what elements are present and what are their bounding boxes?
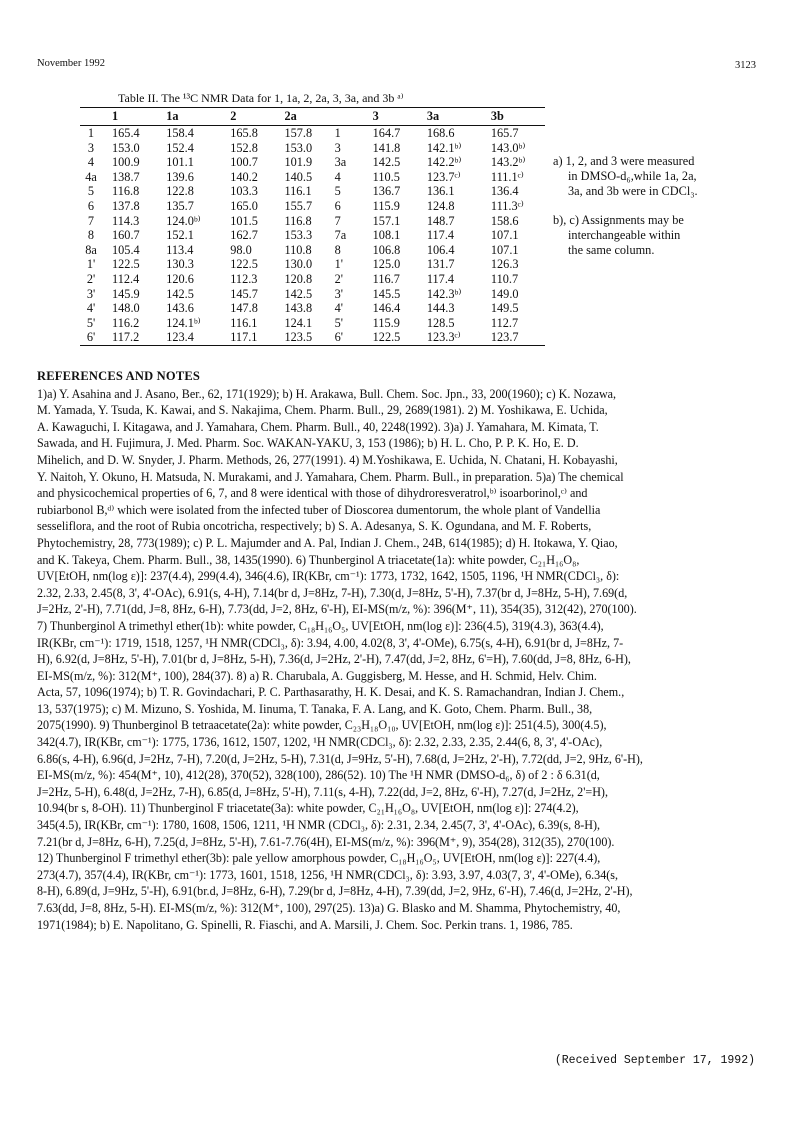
shift-cell: 114.3 — [112, 213, 140, 228]
position-cell: 7a — [334, 228, 347, 243]
reference-line: 2.32, 2.33, 2.45(8, 3', 4'-OAc), 6.91(s, 4-H), 7.14(br d, J=8Hz, 7-H), 7.30(d, J=8Hz, 5'-H), 7.37(br d, J=8Hz, 5-H), 7.69(d, — [37, 585, 628, 600]
shift-cell: 142.5 — [372, 155, 401, 170]
position-cell: 5' — [334, 315, 344, 330]
reference-line: EI-MS(m/z, %): 312(M⁺, 100), 284(37). 8) a) R. Charubala, A. Guggisberg, M. Hesse, and H. Schmid, Helv. Chim. — [37, 668, 597, 683]
shift-cell: 122.8 — [166, 184, 194, 199]
shift-cell: 136.1 — [426, 184, 455, 199]
shift-cell: 124.8 — [426, 198, 455, 213]
shift-cell: 143.0ᵇ⁾ — [490, 140, 526, 155]
shift-cell: 101.5 — [230, 213, 258, 228]
shift-cell: 101.1 — [166, 155, 194, 170]
position-cell: 6 — [334, 198, 341, 213]
shift-cell: 143.2ᵇ⁾ — [490, 155, 526, 170]
shift-cell: 123.7 — [481, 330, 545, 345]
shift-cell: 152.4 — [166, 140, 194, 155]
position-cell: 6' — [329, 330, 363, 345]
table-footnotes — [553, 154, 768, 272]
position-cell: 7 — [334, 213, 341, 228]
received-date: (Received September 17, 1992) — [554, 1054, 755, 1067]
position-cell: 5' — [86, 315, 96, 330]
position-cell: 3 — [87, 140, 95, 155]
reference-line: Mihelich, and D. W. Snyder, J. Pharm. Methods, 26, 277(1991). 4) M.Yoshikawa, E. Uchida, N. Chatani, H. Kobayashi, — [37, 452, 618, 467]
shift-cell: 162.7 — [230, 228, 258, 243]
page-number: 3123 — [735, 60, 756, 71]
table-row — [80, 330, 545, 345]
shift-cell: 142.1ᵇ⁾ — [426, 140, 462, 155]
nmr-table — [80, 107, 545, 346]
reference-line: 345(4.5), IR(KBr, cm⁻¹): 1780, 1608, 1506, 1211, ¹H NMR (CDCl₃, δ): 2.31, 2.34, 2.45(7, 3', 4'-OAc), 6.39(s, 8-H), — [37, 818, 601, 833]
shift-cell: 122.5 — [230, 257, 258, 272]
footnote-line: b), c) Assignments may be — [553, 213, 684, 227]
shift-cell: 112.7 — [490, 315, 519, 330]
shift-cell: 153.0 — [284, 140, 313, 155]
shift-cell: 116.7 — [372, 271, 400, 286]
page-header — [37, 58, 756, 74]
shift-cell: 116.8 — [284, 213, 312, 228]
shift-cell: 136.4 — [490, 184, 519, 199]
shift-cell: 145.7 — [230, 286, 258, 301]
shift-cell: 122.5 — [112, 257, 140, 272]
table-row — [80, 301, 545, 316]
footnote-line: a) 1, 2, and 3 were measured — [553, 154, 695, 168]
shift-cell: 124.1 — [284, 315, 313, 330]
reference-line: 342(4.7), IR(KBr, cm⁻¹): 1775, 1736, 1612, 1507, 1202, ¹H NMR(CDCl₃, δ): 2.32, 2.33, 2.35, 2.44(6, 8, 3', 4'-OAc), — [37, 735, 603, 750]
shift-cell: 124.0ᵇ⁾ — [166, 213, 201, 228]
shift-cell: 111.3ᶜ⁾ — [490, 198, 524, 213]
position-cell: 1 — [87, 126, 95, 140]
position-cell: 2' — [86, 271, 96, 286]
table-row — [80, 155, 545, 170]
shift-cell: 123.5 — [274, 330, 328, 345]
shift-cell: 120.8 — [284, 271, 313, 286]
shift-cell: 123.3ᶜ⁾ — [417, 330, 481, 345]
shift-cell: 152.8 — [230, 140, 258, 155]
shift-cell: 153.0 — [112, 140, 140, 155]
shift-cell: 110.5 — [372, 169, 400, 184]
shift-cell: 116.8 — [112, 184, 140, 199]
shift-cell: 165.0 — [230, 198, 258, 213]
shift-cell: 107.1 — [490, 228, 519, 243]
table-row — [80, 243, 545, 258]
shift-cell: 122.5 — [363, 330, 417, 345]
position-cell: 5 — [87, 184, 95, 199]
footnote-line: in DMSO-d₆,while 1a, 2a, — [568, 169, 697, 183]
position-cell: 3' — [86, 286, 96, 301]
shift-cell: 160.7 — [112, 228, 140, 243]
shift-cell: 155.7 — [284, 198, 313, 213]
shift-cell: 112.3 — [230, 271, 258, 286]
shift-cell: 124.1ᵇ⁾ — [166, 315, 201, 330]
reference-line: rubiarbonol B,ᵈ⁾ which were isolated from the infected tuber of Dioscorea dumentorum, the whole plant of Vandellia — [37, 502, 601, 517]
reference-line: M. Yamada, Y. Tsuda, K. Kawai, and S. Nakajima, Chem. Pharm. Bull., 29, 2689(1981). 2) M. Yoshikawa, E. Uchida, — [37, 403, 608, 418]
position-cell: 8 — [334, 242, 341, 257]
reference-line: 2075(1990). 9) Thunberginol B tetraacetate(2a): white powder, C₂₃H₁₈O₁₀, UV[EtOH, nm(log ε)]: 251(4.5), 300(4.5), — [37, 718, 607, 733]
shift-cell: 148.0 — [112, 301, 140, 316]
shift-cell: 117.4 — [426, 271, 455, 286]
shift-cell: 116.1 — [230, 315, 258, 330]
nmr-table-block — [80, 89, 555, 346]
shift-cell: 106.8 — [372, 242, 401, 257]
shift-cell: 112.4 — [112, 271, 140, 286]
shift-cell: 117.1 — [220, 330, 274, 345]
position-cell: 4 — [334, 169, 341, 184]
shift-cell: 165.8 — [230, 126, 258, 140]
position-cell: 6 — [87, 198, 95, 213]
table-row — [80, 170, 545, 185]
position-cell: 4' — [86, 301, 96, 316]
table-row — [80, 257, 545, 272]
shift-cell: 168.6 — [426, 126, 455, 140]
position-cell: 7 — [87, 213, 95, 228]
position-cell: 3 — [334, 140, 341, 155]
shift-cell: 153.3 — [284, 228, 313, 243]
position-cell: 5 — [334, 184, 341, 199]
shift-cell: 131.7 — [426, 257, 455, 272]
shift-cell: 98.0 — [230, 242, 252, 257]
references-body — [37, 386, 755, 934]
header-cell: 2 — [220, 108, 274, 126]
shift-cell: 141.8 — [372, 140, 401, 155]
header-cell: 1a — [156, 108, 220, 126]
header-cell: 3 — [363, 108, 417, 126]
shift-cell: 100.9 — [112, 155, 140, 170]
shift-cell: 106.4 — [426, 242, 455, 257]
shift-cell: 107.1 — [490, 242, 519, 257]
shift-cell: 111.1ᶜ⁾ — [490, 169, 524, 184]
position-cell: 1' — [86, 257, 96, 272]
shift-cell: 152.1 — [166, 228, 194, 243]
position-cell: 8 — [87, 228, 95, 243]
position-cell: 4' — [334, 301, 344, 316]
reference-line: IR(KBr, cm⁻¹): 1719, 1518, 1257, ¹H NMR(CDCl₃, δ): 3.94, 4.00, 4.02(8, 3', 4'-OMe), 6.75(s, 4-H), 6.91(br d, J=8Hz, 7- — [37, 635, 624, 650]
shift-cell: 145.9 — [112, 286, 140, 301]
header-cell: 3b — [481, 108, 545, 126]
table-row — [80, 141, 545, 156]
shift-cell: 126.3 — [490, 257, 519, 272]
table-caption: Table II. The ¹³C NMR Data for 1, 1a, 2, 2a, 3, 3a, and 3b ᵃ⁾ — [118, 91, 404, 105]
reference-line: J=2Hz, 5-H), 6.48(d, J=2Hz, 7-H), 6.85(d, J=8Hz, 5'-H), 7.11(s, 4-H), 7.22(dd, J=2, 8Hz, 6'-H), 7.27(d, J=2Hz, 2'=H), — [37, 784, 608, 799]
shift-cell: 135.7 — [166, 198, 194, 213]
footnote-line: the same column. — [568, 243, 655, 257]
reference-line: 7.63(dd, J=8, 8Hz, 5-H). EI-MS(m/z, %): 312(M⁺, 100), 297(25). 13)a) G. Blasko and M. Shamma, Phytochemistry, 40, — [37, 901, 621, 915]
reference-line: 8-H), 6.89(d, J=9Hz, 5'-H), 6.91(br.d, J=8Hz, 6-H), 7.29(br d, J=8Hz, 4-H), 7.39(dd, J=2, 9Hz, 6'-H), 7.46(d, J=2Hz, 2'-H), — [37, 884, 633, 899]
header-cell: 3a — [417, 108, 481, 126]
table-body — [80, 126, 545, 346]
reference-line: A. Kawaguchi, I. Kitagawa, and J. Yamahara, Chem. Pharm. Bull., 40, 2248(1992). 3)a) J. Yamahara, M. Kimata, T. — [37, 419, 599, 434]
shift-cell: 110.8 — [284, 242, 312, 257]
shift-cell: 158.6 — [490, 213, 519, 228]
shift-cell: 123.4 — [156, 330, 220, 345]
shift-cell: 136.7 — [372, 184, 401, 199]
shift-cell: 117.4 — [426, 228, 455, 243]
shift-cell: 165.7 — [490, 126, 519, 140]
header-cell — [329, 108, 363, 126]
reference-line: UV[EtOH, nm(log ε)]: 237(4.4), 299(4.4), 346(4.6), IR(KBr, cm⁻¹): 1773, 1732, 1642, 1505, 1196, ¹H NMR(CDCl₃, δ): — [37, 569, 620, 584]
shift-cell: 146.4 — [372, 301, 401, 316]
shift-cell: 105.4 — [112, 242, 140, 257]
position-cell: 2' — [334, 271, 344, 286]
shift-cell: 117.2 — [102, 330, 156, 345]
shift-cell: 144.3 — [426, 301, 455, 316]
shift-cell: 123.7ᶜ⁾ — [426, 169, 461, 184]
shift-cell: 142.2ᵇ⁾ — [426, 155, 462, 170]
table-row — [80, 316, 545, 331]
shift-cell: 110.7 — [490, 271, 519, 286]
shift-cell: 165.4 — [112, 126, 140, 140]
shift-cell: 103.3 — [230, 184, 258, 199]
shift-cell: 116.2 — [112, 315, 140, 330]
shift-cell: 157.8 — [284, 126, 313, 140]
shift-cell: 130.0 — [284, 257, 313, 272]
shift-cell: 115.9 — [372, 198, 400, 213]
shift-cell: 143.6 — [166, 301, 194, 316]
footnote-line: 3a, and 3b were in CDCl₃. — [568, 184, 698, 198]
reference-line: 13, 537(1975); c) M. Mizuno, S. Yoshida, M. Iinuma, T. Tanaka, F. A. Lang, and K. Goto, Chem. Pharm. Bull., 38, — [37, 701, 593, 716]
position-cell: 6' — [80, 330, 102, 345]
shift-cell: 100.7 — [230, 155, 258, 170]
reference-line: 10.94(br s, 8-OH). 11) Thunberginol F triacetate(3a): white powder, C₂₁H₁₆O₈, UV[EtOH, nm(log ε)]: 274(4.2), — [37, 801, 579, 816]
shift-cell: 137.8 — [112, 198, 140, 213]
reference-line: EI-MS(m/z, %): 454(M⁺, 10), 412(28), 370(52), 328(100), 286(52). 10) The ¹H NMR (DMSO-d₆, δ) of 2 : δ 6.31(d, — [37, 768, 600, 783]
shift-cell: 140.5 — [284, 169, 313, 184]
reference-line: sesseliflora, and the root of Rubia oncotricha, respectively; b) S. A. Adesanya, S. K. Ogundana, and M. F. Roberts, — [37, 519, 592, 534]
journal-date: November 1992 — [37, 58, 105, 69]
table-row — [80, 214, 545, 229]
shift-cell: 138.7 — [112, 169, 140, 184]
reference-line: Sawada, and H. Fujimura, J. Med. Pharm. Soc. WAKAN-YAKU, 3, 153 (1986); b) H. L. Cho, P. P. K. Ho, E. D. — [37, 436, 579, 451]
footnote — [553, 213, 768, 258]
header-cell: 1 — [102, 108, 156, 126]
shift-cell: 108.1 — [372, 228, 401, 243]
shift-cell: 140.2 — [230, 169, 258, 184]
reference-line: 1971(1984); b) E. Napolitano, G. Spinelli, R. Fiaschi, and A. Marsili, J. Chem. Soc. Perkin trans. 1, 1986, 785. — [37, 917, 573, 932]
reference-line: Acta, 57, 1096(1974); b) T. R. Govindachari, P. C. Parthasarathy, H. K. Desai, and K. S. Ramachandran, Indian J. Chem., — [37, 685, 625, 700]
shift-cell: 115.9 — [372, 315, 400, 330]
table-row — [80, 287, 545, 302]
shift-cell: 113.4 — [166, 242, 194, 257]
shift-cell: 148.7 — [426, 213, 455, 228]
position-cell: 4 — [87, 155, 95, 170]
reference-line: 6.86(s, 4-H), 6.96(d, J=2Hz, 7-H), 7.20(d, J=2Hz, 5-H), 7.31(d, J=9Hz, 5'-H), 7.68(d, J=2Hz, 2'-H), 7.72(dd, J=2, 9Hz, 6'-H), — [37, 751, 643, 766]
shift-cell: 145.5 — [372, 286, 401, 301]
shift-cell: 128.5 — [426, 315, 455, 330]
reference-line: 1)a) Y. Asahina and J. Asano, Ber., 62, 171(1929); b) H. Arakawa, Bull. Chem. Soc. Jpn., 33, 200(1960); c) K. Nozawa, — [37, 386, 617, 401]
table-row — [80, 126, 545, 141]
table-row — [80, 272, 545, 287]
header-row — [80, 108, 545, 126]
shift-cell: 149.0 — [490, 286, 519, 301]
position-cell: 4a — [85, 169, 97, 184]
reference-line: Phytochemistry, 28, 773(1989); c) P. L. Majumder and A. Pal, Indian J. Chem., 24B, 614(1985); d) H. Itokawa, Y. Qiao, — [37, 535, 618, 550]
shift-cell: 101.9 — [284, 155, 313, 170]
header-cell: 2a — [274, 108, 328, 126]
shift-cell: 120.6 — [166, 271, 194, 286]
references-heading: REFERENCES AND NOTES — [37, 369, 201, 383]
shift-cell: 147.8 — [230, 301, 258, 316]
position-cell: 3' — [334, 286, 344, 301]
shift-cell: 164.7 — [372, 126, 401, 140]
shift-cell: 149.5 — [490, 301, 519, 316]
reference-line: 273(4.7), 357(4.4), IR(KBr, cm⁻¹): 1773, 1601, 1518, 1256, ¹H NMR(CDCl₃, δ): 3.93, 3.97, 4.03(7, 3', 4'-OMe), 6.34(s, — [37, 867, 619, 882]
position-cell: 1 — [334, 126, 341, 140]
footnote-line: interchangeable within — [568, 228, 681, 242]
shift-cell: 139.6 — [166, 169, 194, 184]
shift-cell: 116.1 — [284, 184, 312, 199]
position-cell: 3a — [334, 155, 347, 170]
shift-cell: 143.8 — [284, 301, 313, 316]
table-row — [80, 199, 545, 214]
reference-line: Y. Naitoh, Y. Okuno, H. Matsuda, N. Murakami, and J. Yamahara, Chem. Pharm. Bull., in preparation. 5)a) The chemical — [37, 469, 624, 484]
reference-line: 7) Thunberginol A trimethyl ether(1b): white powder, C₁₈H₁₆O₅, UV[EtOH, nm(log ε)]: 236(4.5), 319(4.3), 363(4.4), — [37, 618, 604, 633]
table-header — [80, 108, 545, 126]
reference-line: 7.21(br d, J=8Hz, 6-H), 7.25(d, J=8Hz, 5'-H), 7.61-7.76(4H), EI-MS(m/z, %): 396(M⁺, 9), 354(28), 312(35), 270(100). — [37, 834, 615, 849]
position-cell: 8a — [85, 242, 97, 257]
shift-cell: 142.5 — [166, 286, 194, 301]
shift-cell: 125.0 — [372, 257, 401, 272]
reference-line: 12) Thunberginol F trimethyl ether(3b): pale yellow amorphous powder, C₁₈H₁₆O₅, UV[EtOH, nm(log ε)]: 227(4.4), — [37, 851, 601, 866]
shift-cell: 130.3 — [166, 257, 194, 272]
table-row — [80, 228, 545, 243]
reference-line: and K. Takeya, Chem. Pharm. Bull., 38, 1435(1990). 6) Thunberginol A triacetate(1a): white powder, C₂₁H₁₆O₈, — [37, 552, 580, 567]
reference-line: J=2Hz, 2'-H), 7.71(dd, J=8, 8Hz, 6-H), 7.73(dd, J=2, 8Hz, 6'-H), EI-MS(m/z, %): 396(M⁺, 11), 354(35), 312(42), 270(100). — [37, 602, 637, 617]
shift-cell: 142.3ᵇ⁾ — [426, 286, 462, 301]
references-section — [37, 368, 755, 933]
footnote — [553, 154, 768, 199]
table-row — [80, 184, 545, 199]
reference-line: and physicochemical properties of 6, 7, and 8 were identical with those of dihydroresveratrol,ᵇ⁾ isoarborinol,ᶜ⁾ and — [37, 486, 588, 501]
reference-line: H), 6.92(d, J=8Hz, 5'-H), 7.01(br d, J=8Hz, 5-H), 7.36(d, J=2Hz, 2'-H), 7.47(dd, J=2, 8Hz, 6'=H), 7.60(dd, J=8, 8Hz, 6-H), — [37, 652, 631, 667]
header-cell-position — [80, 108, 102, 126]
position-cell: 1' — [334, 257, 344, 272]
shift-cell: 157.1 — [372, 213, 401, 228]
shift-cell: 158.4 — [166, 126, 194, 140]
shift-cell: 142.5 — [284, 286, 313, 301]
